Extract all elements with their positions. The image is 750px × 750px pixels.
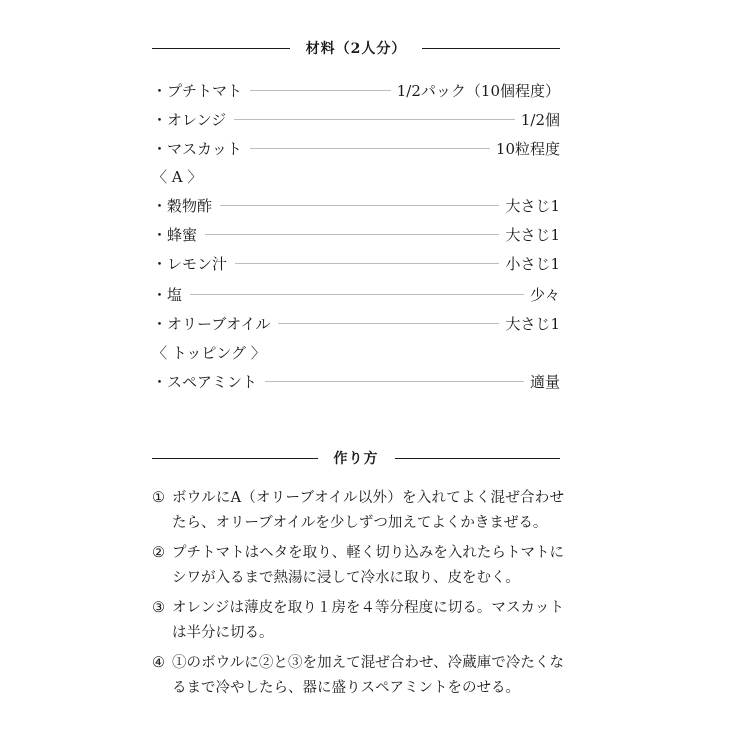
step-item [152,541,564,591]
ingredients-header [152,38,560,58]
leader-line [265,381,524,382]
ingredient-amount: 大さじ1 [505,225,560,244]
ingredient-amount: 大さじ1 [505,314,560,333]
ingredient-amount: 適量 [529,372,560,391]
ingredient-row [152,195,560,215]
leader-line [234,119,515,120]
step-text: ①のボウルに②と③を加えて混ぜ合わせ、冷蔵庫で冷たくなるまで冷やしたら、器に盛りスペアミントをのせる。 [172,655,564,696]
leader-line [220,205,499,206]
leader-line [278,323,499,324]
step-text: ボウルにA（オリーブオイル以外）を入れてよく混ぜ合わせたら、オリーブオイルを少しずつ加えてよくかきまぜる。 [172,490,564,531]
step-item [152,596,564,646]
ingredient-amount: 小さじ1 [505,254,560,273]
divider [152,458,318,459]
ingredient-name: ・プチトマト [152,81,243,100]
ingredient-amount: 1/2個 [520,110,560,129]
ingredient-row [152,224,560,244]
topping-label: 〈 トッピング 〉 [152,343,266,362]
ingredient-name: ・オレンジ [152,110,227,129]
step-item [152,486,564,536]
ingredient-row [152,371,560,391]
ingredient-name: ・塩 [152,285,183,304]
step-item [152,651,564,701]
ingredient-amount: 少々 [529,285,560,304]
leader-line [235,263,499,264]
leader-line [250,90,391,91]
leader-line [250,148,490,149]
ingredient-row [152,80,560,100]
group-a-label: 〈 A 〉 [152,167,203,186]
ingredient-name: ・オリーブオイル [152,314,271,333]
ingredient-amount: 10粒程度 [495,139,560,158]
leader-line [190,294,524,295]
ingredient-row [152,253,560,273]
step-number: ① [152,490,165,506]
ingredient-row [152,109,560,129]
ingredient-row [152,313,560,333]
step-text: プチトマトはヘタを取り、軽く切り込みを入れたらトマトにシワが入るまで熱湯に浸して冷水に取り、皮をむく。 [172,545,564,586]
divider [422,48,560,49]
ingredient-name: ・スペアミント [152,372,258,391]
step-text: オレンジは薄皮を取り１房を４等分程度に切る。マスカットは半分に切る。 [172,600,564,641]
ingredient-name: ・レモン汁 [152,254,228,273]
method-steps [152,486,564,706]
divider [395,458,561,459]
step-number: ③ [152,600,165,616]
method-header [152,448,560,468]
leader-line [205,234,499,235]
ingredient-name: ・穀物酢 [152,196,213,215]
ingredient-name: ・蜂蜜 [152,225,198,244]
ingredients-title: 材料（2人分） [305,41,407,57]
step-number: ④ [152,655,165,671]
ingredient-name: ・マスカット [152,139,242,158]
method-title: 作り方 [333,451,379,467]
divider [152,48,290,49]
ingredient-row [152,138,560,158]
ingredient-amount: 1/2パック（10個程度） [396,81,560,100]
ingredient-row [152,284,560,304]
step-number: ② [152,545,165,561]
ingredient-amount: 大さじ1 [505,196,560,215]
